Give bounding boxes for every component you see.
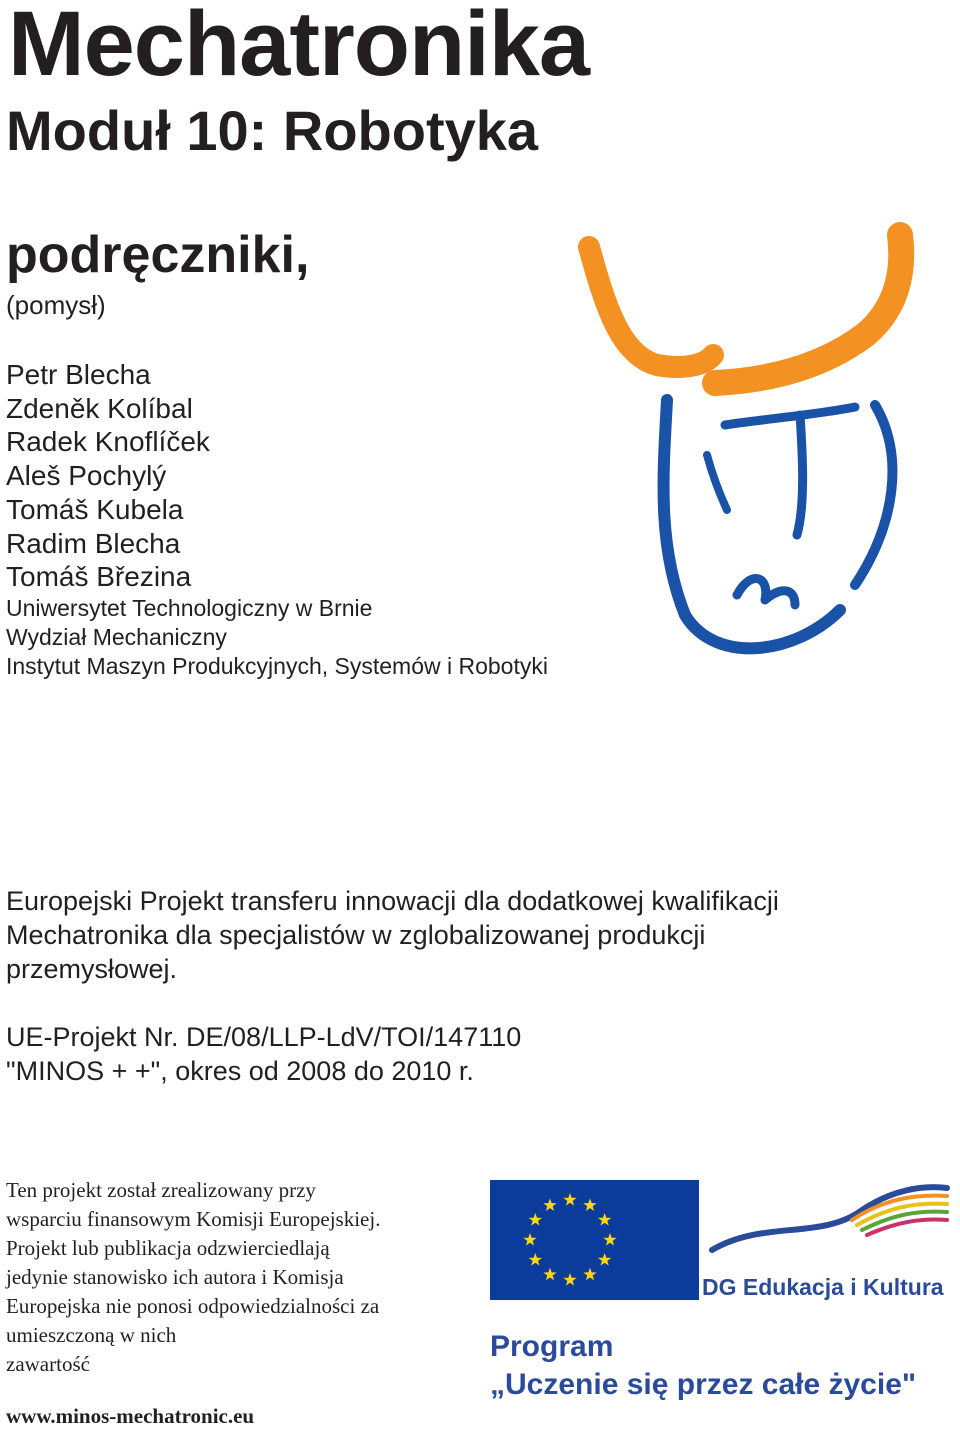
disclaimer-line: wsparciu finansowym Komisji Europejskiej. [6,1207,381,1231]
author-name: Tomáš Březina [6,561,192,593]
project-description [6,884,906,986]
author-name: Petr Blecha [6,359,151,390]
disclaimer-line: zawartość [6,1352,90,1376]
author-name: Tomáš Kubela [6,493,184,525]
disclaimer-line: jedynie stanowisko ich autora i Komisja [6,1265,344,1289]
program-line: Program [490,1330,614,1363]
project-number: UE-Projekt Nr. DE/08/LLP-LdV/TOI/147110 [6,1022,522,1052]
logo-blue-stroke [737,579,795,605]
disclaimer-line: Europejska nie ponosi odpowiedzialności za [6,1294,380,1318]
project-period: "MINOS + +", okres od 2008 do 2010 r. [6,1056,474,1086]
program-line: „Uczenie się przez całe życie" [490,1368,917,1401]
disclaimer-line: umieszczoną w nich [6,1323,177,1347]
disclaimer-line: Ten projekt został zrealizowany przy [6,1178,316,1202]
project-logo [575,215,960,670]
website-url[interactable]: www.minos-mechatronic.eu [6,1404,255,1428]
project-line: Mechatronika dla specjalistów w zglobalizowanej produkcji [6,920,706,950]
eu-program-logo [490,1180,952,1400]
faculty-name: Wydział Mechaniczny [6,624,227,650]
idea-label: (pomysł) [6,290,106,320]
logo-orange-stroke [589,247,713,367]
page-title: Mechatronika [8,0,590,95]
institute-name: Instytut Maszyn Produkcyjnych, Systemów i Robotyki [6,653,548,679]
author-name: Zdeněk Kolíbal [6,392,193,424]
author-name: Radim Blecha [6,527,181,559]
author-name: Radek Knoflíček [6,426,210,458]
subtitle: podręczniki, [6,226,310,284]
logo-blue-stroke [797,415,803,535]
university-name: Uniwersytet Technologiczny w Brnie [6,595,373,621]
logo-blue-stroke [725,407,855,425]
program-label [490,1328,916,1404]
eu-flag-icon [490,1180,699,1300]
disclaimer-line: Projekt lub publikacja odzwierciedlają [6,1236,330,1260]
dg-label: DG Edukacja i Kultura [702,1274,944,1300]
logo-blue-stroke [664,400,840,648]
author-list [6,358,210,594]
funding-disclaimer [6,1176,380,1379]
logo-blue-stroke [707,455,727,510]
logo-orange-stroke [715,235,901,383]
logo-blue-stroke [855,405,892,585]
module-title: Moduł 10: Robotyka [6,99,539,162]
project-line: Europejski Projekt transferu innowacji dla dodatkowej kwalifikacji [6,886,779,916]
institution-block [6,594,548,681]
dg-swoosh-icon [702,1180,952,1270]
project-line: przemysłowej. [6,954,178,984]
project-id-block [6,1020,521,1088]
author-name: Aleš Pochylý [6,460,167,492]
